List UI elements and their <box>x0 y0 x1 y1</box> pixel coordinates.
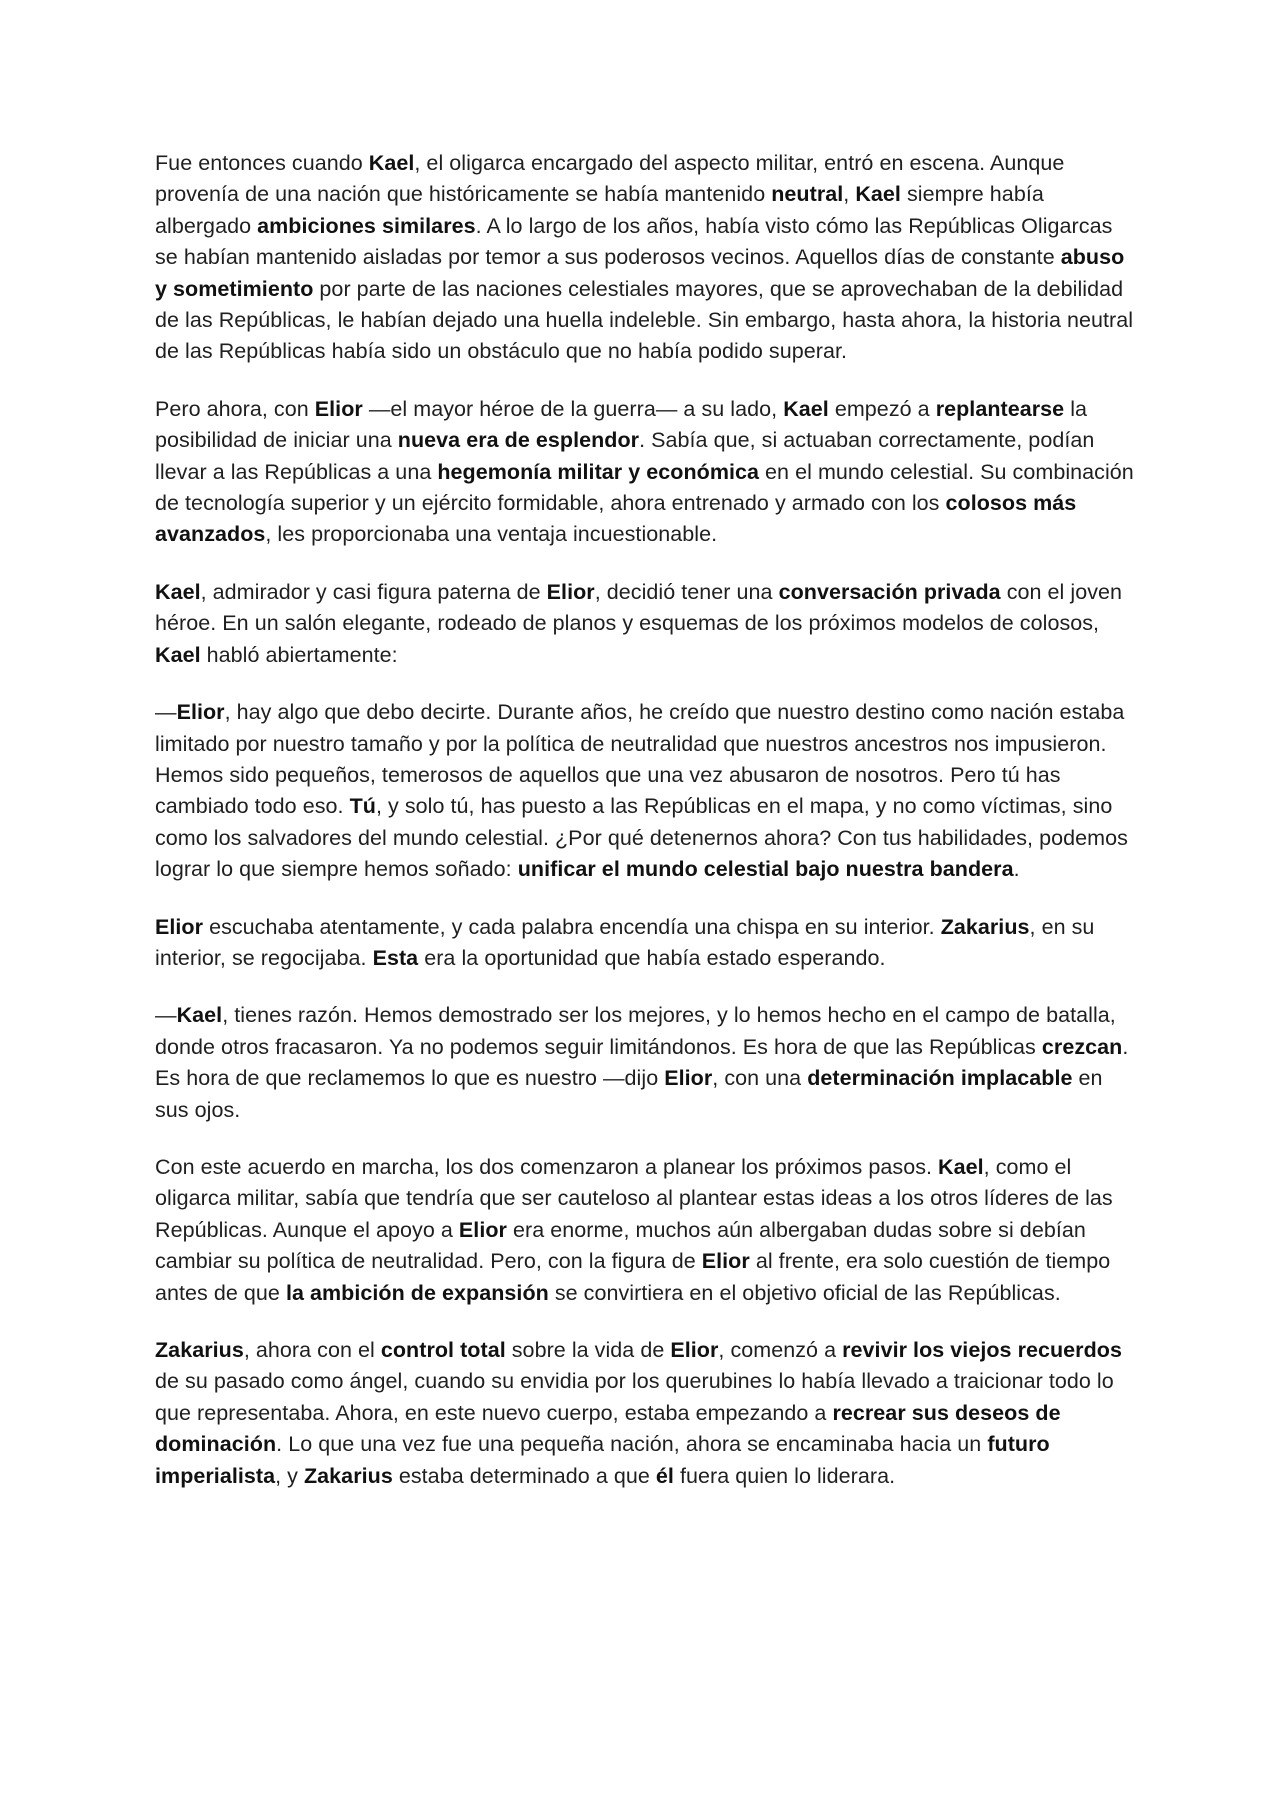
paragraph <box>155 577 1135 671</box>
bold-text-run: Kael <box>176 1003 223 1028</box>
bold-text-run: Elior <box>155 914 204 939</box>
text-run: la posibilidad de iniciar una <box>155 396 1088 453</box>
text-run: , hay algo que debo decirte. Durante años, he creído que nuestro destino como nación estaba limitado por nuestro tamaño y por la política de neutralidad que nuestros ancestros nos impusieron. Hemos sido pequeños, temerosos de aquellos que una vez abusaron de nosotros. Pero tú has cambiado todo eso. <box>155 700 1125 819</box>
bold-text-run: replantearse <box>935 396 1065 421</box>
text-run: . Lo que una vez fue una pequeña nación, ahora se encaminaba hacia un <box>276 1432 988 1457</box>
text-run: , <box>843 182 856 207</box>
bold-text-run: Tú <box>349 794 376 819</box>
text-run: . Sabía que, si actuaban correctamente, podían llevar a las Repúblicas a una <box>155 428 1095 484</box>
text-run: fuera quien lo liderara. <box>673 1463 896 1488</box>
bold-text-run: la ambición de expansión <box>285 1280 549 1305</box>
text-run: con el joven héroe. En un salón elegante, rodeado de planos y esquemas de los próximos modelos de colosos, <box>155 579 1123 636</box>
text-run: era enorme, muchos aún albergaban dudas sobre si debían cambiar su política de neutralidad. Pero, con la figura de <box>155 1217 1086 1274</box>
text-run: , ahora con el <box>243 1338 381 1362</box>
paragraph <box>155 697 1135 885</box>
text-run: , decidió tener una <box>594 579 779 604</box>
text-run: , les proporcionaba una ventaja incuestionable. <box>265 522 718 547</box>
paragraph <box>155 912 1135 975</box>
bold-text-run: control total <box>380 1338 506 1362</box>
text-run: . A lo largo de los años, había visto cómo las Repúblicas Oligarcas se habían mantenido aisladas por temor a sus poderosos vecinos. Aquellos días de constante <box>155 213 1113 270</box>
document-page <box>155 148 1135 1518</box>
bold-text-run: Elior <box>176 700 225 725</box>
bold-text-run: Kael <box>783 396 829 421</box>
bold-text-run: abuso y sometimiento <box>155 245 1125 301</box>
text-run: Fue entonces cuando <box>155 151 369 175</box>
text-run: sobre la vida de <box>505 1338 671 1362</box>
text-run: por parte de las naciones celestiales mayores, que se aprovechaban de la debilidad de las Repúblicas, le habían dejado una huella indeleble. Sin embargo, hasta ahora, la historia neutral de las Repúblicas había sido un obstáculo que no había podido superar. <box>155 276 1134 364</box>
text-run: estaba determinado a que <box>392 1463 656 1488</box>
bold-text-run: neutral <box>771 182 844 207</box>
paragraph <box>155 1152 1135 1309</box>
text-run: , comenzó a <box>718 1338 843 1362</box>
text-run: era la oportunidad que había estado esperando. <box>418 945 886 970</box>
bold-text-run: Elior <box>546 579 595 604</box>
bold-text-run: recrear sus deseos de dominación <box>155 1400 1061 1457</box>
paragraph <box>155 1335 1135 1492</box>
bold-text-run: crezcan <box>1041 1034 1123 1059</box>
bold-text-run: Zakarius <box>940 914 1030 939</box>
text-run: al frente, era solo cuestión de tiempo antes de que <box>155 1249 1111 1305</box>
bold-text-run: Elior <box>701 1249 750 1274</box>
text-run: — <box>155 1003 177 1028</box>
bold-text-run: unificar el mundo celestial bajo nuestra bandera <box>517 857 1014 882</box>
text-run: . <box>1013 857 1020 882</box>
bold-text-run: determinación implacable <box>807 1066 1073 1091</box>
text-run: escuchaba atentamente, y cada palabra encendía una chispa en su interior. <box>203 914 941 939</box>
text-run: empezó a <box>828 396 936 421</box>
paragraph <box>155 1000 1135 1126</box>
text-run: , admirador y casi figura paterna de <box>200 579 547 604</box>
text-run: en sus ojos. <box>155 1066 1103 1122</box>
bold-text-run: Kael <box>855 182 901 207</box>
bold-text-run: colosos más avanzados <box>155 491 1077 547</box>
text-run: —el mayor héroe de la guerra— a su lado, <box>362 396 784 421</box>
bold-text-run: él <box>655 1463 674 1488</box>
bold-text-run: Kael <box>368 151 415 175</box>
bold-text-run: futuro imperialista <box>155 1432 1050 1488</box>
text-run: siempre había albergado <box>155 182 1044 238</box>
bold-text-run: Elior <box>664 1066 713 1091</box>
bold-text-run: Kael <box>155 642 201 667</box>
text-run: , el oligarca encargado del aspecto militar, entró en escena. Aunque provenía de una nación que históricamente se había mantenido <box>155 151 1065 207</box>
text-run: — <box>155 700 177 725</box>
paragraph <box>155 148 1135 368</box>
text-run: , como el oligarca militar, sabía que tendría que ser cauteloso al plantear estas ideas a los otros líderes de las Repúblicas. Aunque el apoyo a <box>155 1154 1113 1242</box>
text-run: habló abiertamente: <box>200 642 398 667</box>
bold-text-run: revivir los viejos recuerdos <box>842 1338 1122 1362</box>
bold-text-run: conversación privada <box>778 579 1001 604</box>
bold-text-run: Esta <box>372 945 419 970</box>
text-run: , tienes razón. Hemos demostrado ser los mejores, y lo hemos hecho en el campo de batalla, donde otros fracasaron. Ya no podemos seguir limitándonos. Es hora de que las Repúblicas <box>155 1003 1116 1059</box>
text-run: , y solo tú, has puesto a las Repúblicas en el mapa, y no como víctimas, sino como los salvadores del mundo celestial. ¿Por qué detenernos ahora? Con tus habilidades, podemos lograr lo que siempre hemos soñado: <box>155 794 1128 882</box>
bold-text-run: Elior <box>314 396 363 421</box>
text-run: . Es hora de que reclamemos lo que es nuestro —dijo <box>155 1034 1129 1091</box>
text-run: Con este acuerdo en marcha, los dos comenzaron a planear los próximos pasos. <box>155 1154 939 1179</box>
text-run: , en su interior, se regocijaba. <box>155 914 1095 970</box>
text-run: , con una <box>712 1066 808 1091</box>
text-run: en el mundo celestial. Su combinación de tecnología superior y un ejército formidable, ahora entrenado y armado con los <box>155 459 1134 516</box>
bold-text-run: Elior <box>670 1338 719 1362</box>
paragraph <box>155 394 1135 551</box>
bold-text-run: Elior <box>458 1217 507 1242</box>
bold-text-run: Kael <box>155 579 201 604</box>
text-run: de su pasado como ángel, cuando su envidia por los querubines lo había llevado a traicionar todo lo que representaba. Ahora, en este nuevo cuerpo, estaba empezando a <box>155 1369 1114 1425</box>
text-run: , y <box>275 1463 304 1488</box>
bold-text-run: Zakarius <box>155 1338 244 1362</box>
text-run: Pero ahora, con <box>155 396 315 421</box>
bold-text-run: ambiciones similares <box>257 213 476 238</box>
text-run: se convirtiera en el objetivo oficial de las Repúblicas. <box>548 1280 1061 1305</box>
bold-text-run: nueva era de esplendor <box>397 428 640 453</box>
bold-text-run: Zakarius <box>303 1463 393 1488</box>
bold-text-run: hegemonía militar y económica <box>437 459 760 484</box>
bold-text-run: Kael <box>938 1154 984 1179</box>
